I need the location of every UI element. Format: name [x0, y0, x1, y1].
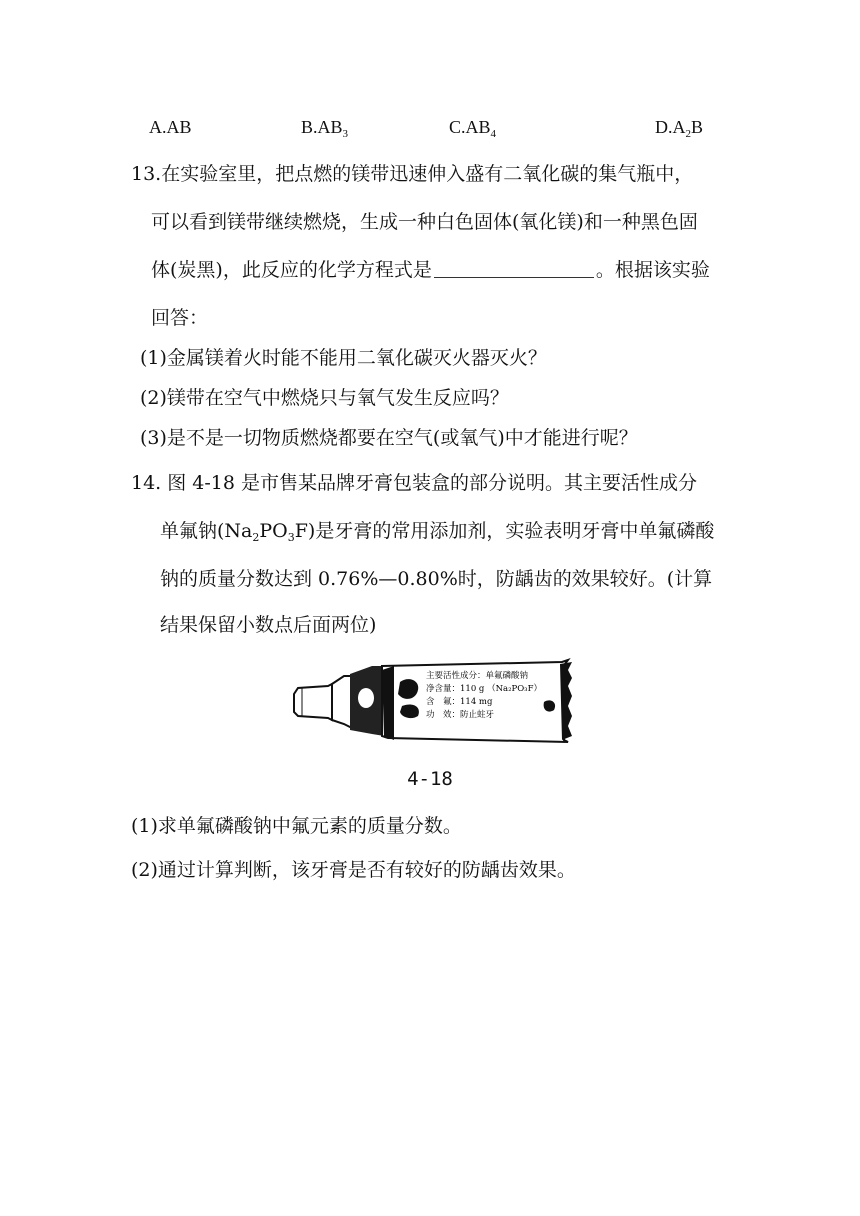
- toothpaste-tube-figure: [292, 656, 574, 744]
- q13-line3: [151, 258, 710, 282]
- q14-line3: 钠的质量分数达到 0.76%—0.80%时，防龋齿的效果较好。(计算: [160, 568, 713, 590]
- q13-line2: 可以看到镁带继续燃烧，生成一种白色固体(氧化镁)和一种黑色固: [151, 211, 698, 233]
- label-row4: 功 效：防止蛀牙: [426, 710, 495, 720]
- q14-line2-b: PO: [259, 520, 288, 542]
- tube-cap: [294, 684, 332, 720]
- option-d: [655, 117, 703, 138]
- q14-line1: 14. 图 4-18 是市售某品牌牙膏包装盒的部分说明。其主要活性成分: [131, 472, 698, 494]
- q14-line2-sub2: 3: [287, 531, 295, 544]
- option-d-main1: A: [672, 117, 686, 137]
- tube-neck: [332, 676, 352, 728]
- q13-line1: 13.在实验室里，把点燃的镁带迅速伸入盛有二氧化碳的集气瓶中，: [131, 163, 694, 185]
- option-b: [301, 117, 348, 138]
- answer-blank: [434, 259, 594, 278]
- tube-crimp: [560, 662, 572, 740]
- tube-band: [382, 666, 394, 740]
- q13-line4: 回答：: [151, 307, 209, 329]
- q14-line4: 结果保留小数点后面两位): [160, 614, 377, 636]
- label-row1: 主要活性成分：单氟磷酸钠: [426, 671, 529, 681]
- q14-line2-sub1: 2: [252, 531, 260, 544]
- option-d-main2: B: [691, 117, 704, 137]
- label-row3: 含 氟：114 mg: [426, 697, 493, 707]
- figure-caption: 4-18: [407, 768, 453, 790]
- q14-line2: [160, 519, 714, 543]
- q14-line2-c: F)是牙膏的常用添加剂，实验表明牙膏中单氟磷酸: [294, 520, 715, 542]
- q13-sub3: (3)是不是一切物质燃烧都要在空气(或氧气)中才能进行呢？: [140, 427, 638, 449]
- option-c-prefix: C.: [449, 117, 466, 137]
- q13-sub1: (1)金属镁着火时能不能用二氧化碳灭火器灭火？: [140, 347, 547, 369]
- option-b-main: AB: [317, 117, 343, 137]
- shoulder-highlight: [358, 688, 374, 708]
- option-c-sub: 4: [490, 128, 497, 140]
- q13-sub2: (2)镁带在空气中燃烧只与氧气发生反应吗？: [140, 387, 509, 409]
- q13-line3-a: 体(炭黑)，此反应的化学方程式是: [151, 259, 432, 281]
- option-b-sub: 3: [342, 128, 349, 140]
- option-d-prefix: D.: [655, 117, 673, 137]
- q14-sub2: (2)通过计算判断，该牙膏是否有较好的防龋齿效果。: [131, 859, 576, 881]
- q14-sub1: (1)求单氟磷酸钠中氟元素的质量分数。: [131, 815, 462, 837]
- tube-smudge: [544, 700, 555, 711]
- q13-line3-b: 。根据该实验: [595, 259, 710, 281]
- label-row2: 净含量：110 g （Na₂PO₃F）: [426, 684, 542, 694]
- q14-line2-a: 单氟钠(Na: [160, 520, 253, 542]
- option-a-value: AB: [166, 117, 192, 137]
- option-a-prefix: A.: [149, 117, 167, 137]
- option-a: [149, 117, 192, 138]
- option-d-sub: 2: [685, 128, 691, 140]
- option-c: [449, 117, 496, 138]
- option-b-prefix: B.: [301, 117, 318, 137]
- option-c-main: AB: [465, 117, 491, 137]
